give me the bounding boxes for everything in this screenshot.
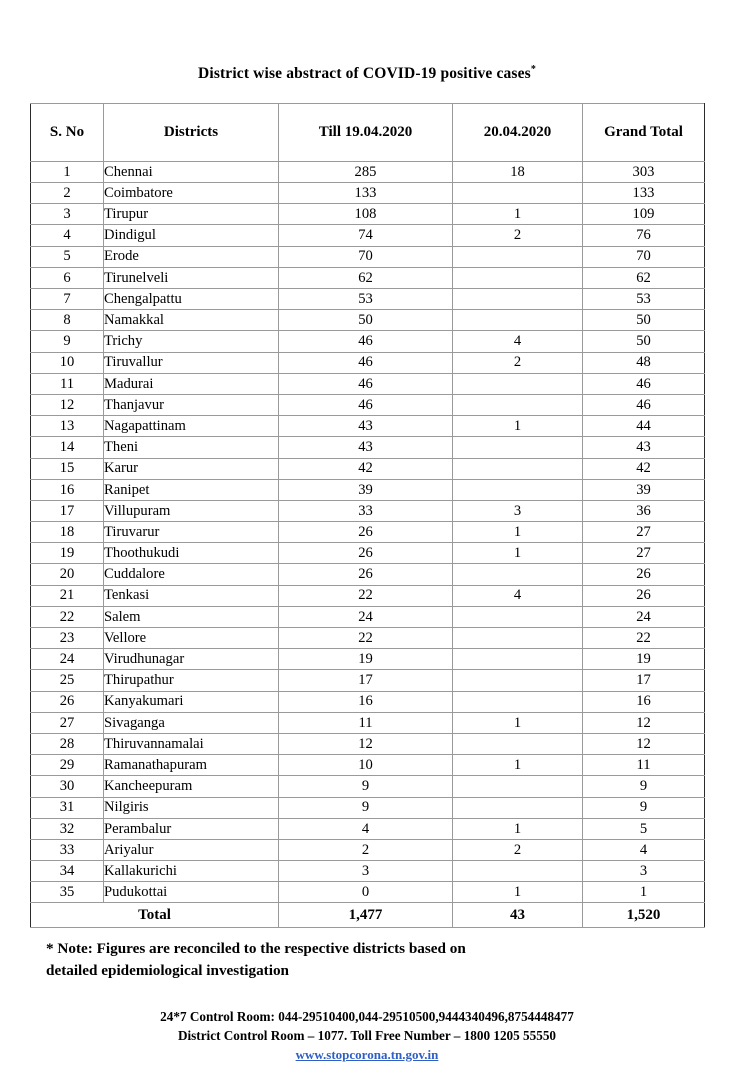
cell-district: Karur — [104, 458, 279, 479]
cell-sno: 23 — [31, 628, 104, 649]
cell-till: 26 — [279, 564, 453, 585]
cell-day — [453, 394, 583, 415]
cell-district: Thoothukudi — [104, 543, 279, 564]
cell-grand-total: 46 — [583, 373, 705, 394]
cell-sno: 9 — [31, 331, 104, 352]
total-till: 1,477 — [279, 903, 453, 928]
cell-district: Ariyalur — [104, 839, 279, 860]
cell-district: Cuddalore — [104, 564, 279, 585]
cell-till: 3 — [279, 861, 453, 882]
control-room-line: 24*7 Control Room: 044-29510400,044-29510500,9444340496,8754448477 — [160, 1009, 574, 1025]
cell-district: Ramanathapuram — [104, 755, 279, 776]
cell-sno: 30 — [31, 776, 104, 797]
cell-day: 1 — [453, 522, 583, 543]
cell-sno: 24 — [31, 649, 104, 670]
cell-sno: 3 — [31, 204, 104, 225]
cell-day — [453, 628, 583, 649]
cell-till: 74 — [279, 225, 453, 246]
cell-district: Tiruvarur — [104, 522, 279, 543]
cell-till: 62 — [279, 267, 453, 288]
cell-day — [453, 691, 583, 712]
cell-day — [453, 458, 583, 479]
cell-till: 46 — [279, 394, 453, 415]
table-row — [31, 458, 705, 479]
cell-district: Thiruvannamalai — [104, 733, 279, 754]
cell-district: Pudukottai — [104, 882, 279, 903]
cell-district: Coimbatore — [104, 183, 279, 204]
cell-grand-total: 5 — [583, 818, 705, 839]
cell-grand-total: 16 — [583, 691, 705, 712]
cell-till: 12 — [279, 733, 453, 754]
cell-sno: 1 — [31, 161, 104, 182]
cell-grand-total: 9 — [583, 797, 705, 818]
cell-day: 18 — [453, 161, 583, 182]
cell-district: Kanyakumari — [104, 691, 279, 712]
cell-sno: 11 — [31, 373, 104, 394]
cell-district: Perambalur — [104, 818, 279, 839]
table-row — [31, 691, 705, 712]
cell-grand-total: 303 — [583, 161, 705, 182]
cell-day — [453, 267, 583, 288]
table-row — [31, 839, 705, 860]
cell-district: Vellore — [104, 628, 279, 649]
cell-district: Chengalpattu — [104, 289, 279, 310]
cell-grand-total: 133 — [583, 183, 705, 204]
table-row — [31, 649, 705, 670]
cell-district: Tirupur — [104, 204, 279, 225]
cell-grand-total: 17 — [583, 670, 705, 691]
cell-district: Theni — [104, 437, 279, 458]
cell-district: Sivaganga — [104, 712, 279, 733]
table-row — [31, 733, 705, 754]
table-row — [31, 585, 705, 606]
cell-day — [453, 797, 583, 818]
cell-district: Ranipet — [104, 479, 279, 500]
cell-grand-total: 12 — [583, 733, 705, 754]
cell-sno: 12 — [31, 394, 104, 415]
cell-sno: 10 — [31, 352, 104, 373]
cell-grand-total: 36 — [583, 500, 705, 521]
cell-day: 2 — [453, 352, 583, 373]
table-row — [31, 500, 705, 521]
cell-grand-total: 19 — [583, 649, 705, 670]
cell-grand-total: 48 — [583, 352, 705, 373]
cell-day: 1 — [453, 882, 583, 903]
cell-till: 22 — [279, 585, 453, 606]
cell-till: 43 — [279, 437, 453, 458]
cell-till: 10 — [279, 755, 453, 776]
cell-district: Tiruvallur — [104, 352, 279, 373]
cell-district: Tirunelveli — [104, 267, 279, 288]
cell-sno: 16 — [31, 479, 104, 500]
cell-district: Virudhunagar — [104, 649, 279, 670]
table-row — [31, 161, 705, 182]
table-body — [31, 161, 705, 903]
column-header-sno: S. No — [31, 103, 104, 161]
cell-day — [453, 246, 583, 267]
cell-grand-total: 43 — [583, 437, 705, 458]
table-row — [31, 543, 705, 564]
table-row — [31, 331, 705, 352]
cell-district: Chennai — [104, 161, 279, 182]
cell-till: 4 — [279, 818, 453, 839]
cell-grand-total: 22 — [583, 628, 705, 649]
cell-district: Namakkal — [104, 310, 279, 331]
cell-till: 26 — [279, 522, 453, 543]
cell-sno: 31 — [31, 797, 104, 818]
cell-grand-total: 27 — [583, 522, 705, 543]
table-row — [31, 310, 705, 331]
cell-district: Trichy — [104, 331, 279, 352]
cell-sno: 29 — [31, 755, 104, 776]
cell-sno: 2 — [31, 183, 104, 204]
cell-till: 9 — [279, 797, 453, 818]
page-footer — [0, 1008, 734, 1064]
cell-sno: 18 — [31, 522, 104, 543]
cell-day: 1 — [453, 543, 583, 564]
cell-district: Erode — [104, 246, 279, 267]
total-grand: 1,520 — [583, 903, 705, 928]
covid-district-table — [30, 103, 705, 929]
cell-sno: 14 — [31, 437, 104, 458]
cell-till: 19 — [279, 649, 453, 670]
cell-till: 46 — [279, 373, 453, 394]
cell-day: 1 — [453, 712, 583, 733]
cell-district: Tenkasi — [104, 585, 279, 606]
cell-day — [453, 479, 583, 500]
table-row — [31, 522, 705, 543]
cell-grand-total: 109 — [583, 204, 705, 225]
cell-till: 9 — [279, 776, 453, 797]
cell-sno: 28 — [31, 733, 104, 754]
cell-day: 1 — [453, 755, 583, 776]
cell-till: 11 — [279, 712, 453, 733]
cell-district: Nilgiris — [104, 797, 279, 818]
cell-grand-total: 27 — [583, 543, 705, 564]
cell-sno: 6 — [31, 267, 104, 288]
cell-sno: 22 — [31, 606, 104, 627]
cell-sno: 26 — [31, 691, 104, 712]
table-row — [31, 712, 705, 733]
cell-grand-total: 50 — [583, 331, 705, 352]
cell-district: Nagapattinam — [104, 416, 279, 437]
cell-day — [453, 606, 583, 627]
cell-day: 4 — [453, 585, 583, 606]
table-footer — [31, 903, 705, 928]
cell-day — [453, 670, 583, 691]
cell-day: 2 — [453, 225, 583, 246]
cell-sno: 17 — [31, 500, 104, 521]
cell-till: 16 — [279, 691, 453, 712]
cell-sno: 13 — [31, 416, 104, 437]
table-row — [31, 437, 705, 458]
cell-day: 1 — [453, 204, 583, 225]
cell-till: 70 — [279, 246, 453, 267]
district-control-room-line: District Control Room – 1077. Toll Free Number – 1800 1205 55550 — [177, 1027, 557, 1043]
cell-day: 1 — [453, 818, 583, 839]
cell-day: 3 — [453, 500, 583, 521]
cell-sno: 20 — [31, 564, 104, 585]
cell-grand-total: 53 — [583, 289, 705, 310]
column-header-till: Till 19.04.2020 — [279, 103, 453, 161]
table-row — [31, 352, 705, 373]
cell-day — [453, 373, 583, 394]
cell-district: Thanjavur — [104, 394, 279, 415]
cell-day: 4 — [453, 331, 583, 352]
cell-grand-total: 42 — [583, 458, 705, 479]
table-row — [31, 606, 705, 627]
cell-till: 17 — [279, 670, 453, 691]
cell-district: Villupuram — [104, 500, 279, 521]
cell-till: 53 — [279, 289, 453, 310]
table-row — [31, 246, 705, 267]
table-header-row — [31, 103, 705, 161]
cell-grand-total: 12 — [583, 712, 705, 733]
column-header-day: 20.04.2020 — [453, 103, 583, 161]
table-row — [31, 818, 705, 839]
document-page — [0, 10, 734, 1080]
cell-till: 22 — [279, 628, 453, 649]
cell-till: 42 — [279, 458, 453, 479]
cell-grand-total: 24 — [583, 606, 705, 627]
cell-day — [453, 183, 583, 204]
cell-grand-total: 39 — [583, 479, 705, 500]
total-row — [31, 903, 705, 928]
cell-grand-total: 26 — [583, 585, 705, 606]
cell-district: Dindigul — [104, 225, 279, 246]
page-title-text: District wise abstract of COVID-19 positive cases — [198, 65, 531, 83]
cell-sno: 19 — [31, 543, 104, 564]
table-row — [31, 183, 705, 204]
cell-till: 2 — [279, 839, 453, 860]
cell-till: 43 — [279, 416, 453, 437]
cell-till: 108 — [279, 204, 453, 225]
table-row — [31, 394, 705, 415]
table-row — [31, 204, 705, 225]
cell-sno: 21 — [31, 585, 104, 606]
cell-till: 285 — [279, 161, 453, 182]
table-row — [31, 373, 705, 394]
table-row — [31, 416, 705, 437]
cell-grand-total: 76 — [583, 225, 705, 246]
cell-till: 0 — [279, 882, 453, 903]
table-row — [31, 861, 705, 882]
cell-till: 46 — [279, 352, 453, 373]
cell-till: 133 — [279, 183, 453, 204]
table-row — [31, 479, 705, 500]
cell-till: 26 — [279, 543, 453, 564]
cell-sno: 7 — [31, 289, 104, 310]
cell-grand-total: 4 — [583, 839, 705, 860]
cell-day — [453, 564, 583, 585]
footnote-line-1: * Note: Figures are reconciled to the respective districts based on — [46, 940, 466, 958]
cell-sno: 33 — [31, 839, 104, 860]
table-row — [31, 882, 705, 903]
cell-district: Thirupathur — [104, 670, 279, 691]
column-header-districts: Districts — [104, 103, 279, 161]
total-day: 43 — [453, 903, 583, 928]
table-row — [31, 670, 705, 691]
cell-day — [453, 776, 583, 797]
table-row — [31, 289, 705, 310]
cell-district: Kancheepuram — [104, 776, 279, 797]
cell-district: Salem — [104, 606, 279, 627]
table-row — [31, 755, 705, 776]
cell-sno: 4 — [31, 225, 104, 246]
cell-day: 2 — [453, 839, 583, 860]
cell-grand-total: 70 — [583, 246, 705, 267]
cell-till: 39 — [279, 479, 453, 500]
cell-day — [453, 437, 583, 458]
cell-sno: 32 — [31, 818, 104, 839]
cell-day — [453, 733, 583, 754]
table-row — [31, 776, 705, 797]
cell-day — [453, 310, 583, 331]
cell-grand-total: 46 — [583, 394, 705, 415]
table-row — [31, 628, 705, 649]
cell-grand-total: 9 — [583, 776, 705, 797]
footnote-line-2: detailed epidemiological investigation — [46, 962, 289, 980]
cell-day — [453, 289, 583, 310]
cell-sno: 8 — [31, 310, 104, 331]
cell-grand-total: 44 — [583, 416, 705, 437]
cell-day — [453, 649, 583, 670]
table-row — [31, 797, 705, 818]
cell-grand-total: 62 — [583, 267, 705, 288]
cell-till: 24 — [279, 606, 453, 627]
cell-sno: 5 — [31, 246, 104, 267]
cell-sno: 35 — [31, 882, 104, 903]
page-title-asterisk: * — [530, 64, 536, 76]
table-row — [31, 564, 705, 585]
stopcorona-website-link[interactable]: www.stopcorona.tn.gov.in — [295, 1046, 439, 1062]
footnote — [46, 938, 704, 981]
cell-till: 50 — [279, 310, 453, 331]
cell-grand-total: 11 — [583, 755, 705, 776]
cell-grand-total: 50 — [583, 310, 705, 331]
cell-grand-total: 3 — [583, 861, 705, 882]
cell-till: 33 — [279, 500, 453, 521]
cell-grand-total: 1 — [583, 882, 705, 903]
table-container — [30, 103, 704, 929]
page-title — [0, 10, 734, 92]
cell-day — [453, 861, 583, 882]
cell-district: Madurai — [104, 373, 279, 394]
table-row — [31, 225, 705, 246]
total-label: Total — [31, 903, 279, 928]
table-row — [31, 267, 705, 288]
cell-sno: 27 — [31, 712, 104, 733]
cell-sno: 34 — [31, 861, 104, 882]
table-header — [31, 103, 705, 161]
cell-grand-total: 26 — [583, 564, 705, 585]
cell-sno: 15 — [31, 458, 104, 479]
cell-sno: 25 — [31, 670, 104, 691]
column-header-grand-total: Grand Total — [583, 103, 705, 161]
cell-day: 1 — [453, 416, 583, 437]
cell-district: Kallakurichi — [104, 861, 279, 882]
cell-till: 46 — [279, 331, 453, 352]
